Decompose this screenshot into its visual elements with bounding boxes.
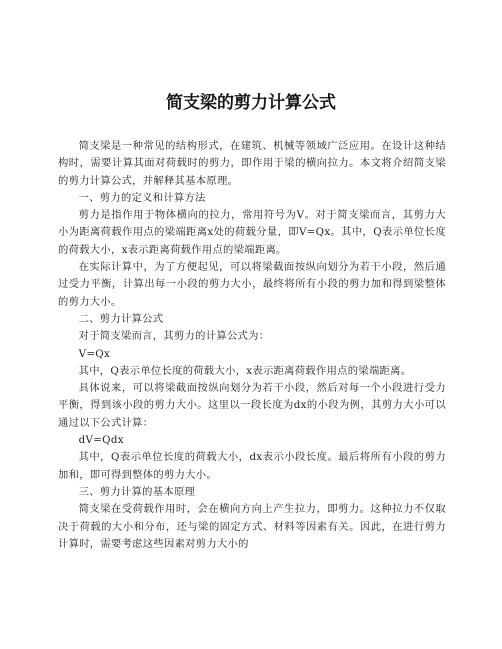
section-heading-2: 二、剪力计算公式	[78, 312, 164, 325]
section-heading-3: 三、剪力计算的基本原理	[78, 485, 196, 498]
paragraph-differential-explain: 其中，Q表示单位长度的荷载大小，dx表示小段长度。最后将所有小段的剪力加和，即可得到整体的剪力大小。	[58, 451, 446, 481]
paragraph-formula-intro: 对于简支梁而言，其剪力的计算公式为：	[78, 330, 270, 343]
paragraph-method: 在实际计算中，为了方便起见，可以将梁截面按纵向划分为若干小段，然后通过受力平衡，计算出每一小段的剪力大小，最终将所有小段的剪力加和得到梁整体的剪力大小。	[58, 261, 446, 308]
paragraph-formula-explain: 其中，Q表示单位长度的荷载大小，x表示距离荷载作用点的梁端距离。	[78, 364, 412, 377]
paragraph-principle: 简支梁在受荷载作用时，会在横向方向上产生拉力，即剪力。这种拉力不仅取决于荷载的大小和分布，还与梁的固定方式、材料等因素有关。因此，在进行剪力计算时，需要考虑这些因素对剪力大小的	[58, 503, 446, 550]
document-title: 简支梁的剪力计算公式	[166, 93, 336, 113]
section-heading-1: 一、剪力的定义和计算方法	[78, 191, 206, 204]
paragraph-intro: 简支梁是一种常见的结构形式，在建筑、机械等领域广泛应用。在设计这种结构时，需要计算其面对荷载时的剪力，即作用于梁的横向拉力。本文将介绍简支梁的剪力计算公式，并解释其基本原理。	[58, 140, 446, 187]
paragraph-segment-method: 具体说来，可以将梁截面按纵向划分为若干小段，然后对每一个小段进行受力平衡，得到该小段的剪力大小。这里以一段长度为dx的小段为例，其剪力大小可以通过以下公式计算：	[58, 382, 446, 429]
formula-shear: V=Qx	[78, 347, 111, 360]
formula-differential: dV=Qdx	[78, 434, 124, 447]
paragraph-definition: 剪力是指作用于物体横向的拉力，常用符号为V。对于简支梁而言，其剪力大小为距离荷载作用点的梁端距离x处的荷载分量，即V=Qx。其中，Q表示单位长度的荷载大小，x表示距离荷载作用点的梁端距离。	[58, 209, 446, 256]
document-body	[58, 138, 446, 553]
